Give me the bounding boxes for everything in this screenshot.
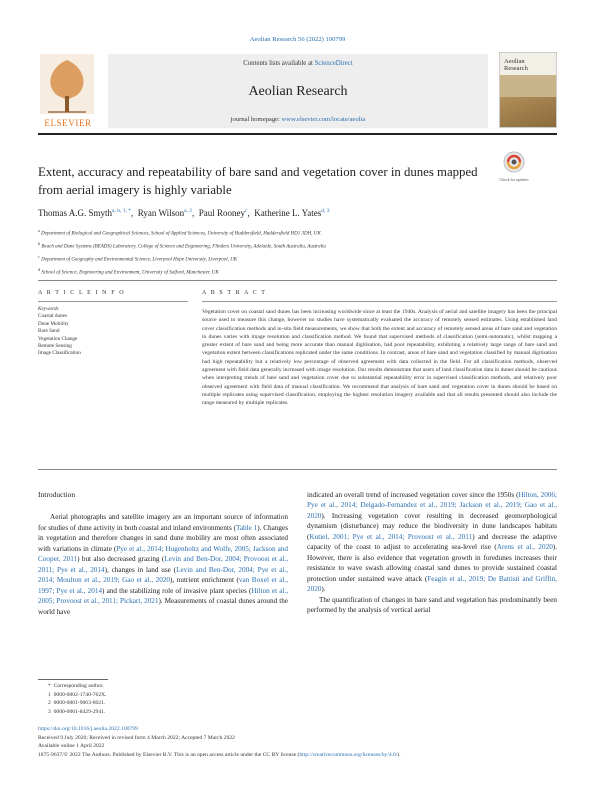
citation-link[interactable]: Pye et al., 2014; Hugenholtz and Wolfe, 2005; Jackson and Cooper, 2011: [38, 544, 288, 564]
footnote-text: 0000-0002-1740-762X.: [53, 691, 107, 698]
citation-link[interactable]: Kutiel, 2001; Pye et al., 2014; Provoost et al., 2011: [309, 532, 473, 541]
affiliation-text: Department of Biological and Geographical Sciences, School of Applied Sciences, University of Huddersfield, Huddersfield HD1 3DH, UK: [41, 231, 321, 237]
citation-link[interactable]: Table 1: [235, 523, 258, 532]
footnote-mark: *: [48, 683, 51, 689]
publisher-wordmark: ELSEVIER: [44, 118, 92, 128]
footnote-text: 0000-0001-8429-2941.: [53, 708, 106, 715]
affiliation-text: School of Science, Engineering and Environment, University of Salford, Manchester, UK: [41, 270, 219, 276]
citation-link[interactable]: van Boxel et al., 1997; Pye et al., 2014: [38, 576, 288, 595]
section-rule: [38, 280, 557, 281]
footnote-text: 0000-0001-9063-8021.: [53, 700, 106, 707]
footnote-item: [48, 699, 348, 708]
body-text: ). However, there is also evidence that vegetation growth in foredunes increases their resistance to wave swash allowing coastal sand dunes to provide sustained coastal protection under sustained wave attack (: [307, 543, 557, 583]
journal-reference[interactable]: Aeolian Research 56 (2022) 100799: [249, 36, 346, 43]
keyword-item: Bare Sand: [38, 328, 60, 335]
contents-line: [108, 60, 488, 67]
body-column-left: [38, 490, 288, 617]
license-suffix: ).: [397, 751, 401, 758]
footnote-mark: 1: [48, 691, 51, 698]
license-text: 1875-9637/© 2022 The Authors. Published by Elsevier B.V. This is an open access article under the CC BY license (: [38, 751, 300, 758]
footnote-item: [48, 682, 348, 691]
author-name[interactable]: Thomas A.G. Smyth: [38, 208, 113, 218]
body-text: ).: [321, 585, 326, 594]
cover-title-line1: Aeolian: [504, 58, 525, 65]
received-dates: Received 9 July 2020; Received in revised form 4 March 2022; Accepted 7 March 2022: [38, 734, 235, 741]
keyword-item: Image Classification: [38, 350, 81, 357]
keywords-title: Keywords: [38, 306, 59, 312]
sciencedirect-link[interactable]: ScienceDirect: [314, 60, 353, 67]
affiliation-marker: a: [38, 228, 40, 233]
cover-dune-image: [500, 97, 556, 127]
journal-header: [38, 52, 557, 130]
contents-prefix: Contents lists available at: [243, 60, 315, 67]
check-for-updates-label[interactable]: Check for updates: [499, 177, 529, 182]
affiliation-item: [38, 226, 557, 239]
body-text: ). Increasing vegetation cover resulting in decreased geomorphological dynamism (disturbance) may reduce the biodiversity in dune landscapes habitats (: [307, 511, 557, 541]
footnote-mark: 2: [48, 700, 51, 707]
body-column-right: [307, 490, 557, 615]
affiliation-item: [38, 239, 557, 252]
body-text: indicated an overall trend of increased vegetation cover since the 1950s (: [307, 491, 519, 499]
footnote-mark: 3: [48, 708, 51, 715]
affiliation-marker: b: [38, 241, 41, 247]
footnote-rule: [38, 679, 108, 680]
citation-link[interactable]: Levin and Ben-Dor, 2004; Provoost et al., 2011; Pye et al., 2014: [38, 555, 289, 574]
available-online: Available online 1 April 2022: [38, 743, 105, 749]
body-text: ). Changes in vegetation and therefore changes in sand dune mobility are most often associated with variations in climate (: [38, 523, 289, 553]
header-center-panel: [108, 54, 488, 128]
license-line: [38, 751, 557, 760]
body-text: ) and the stabilizing role of invasive plant species (: [102, 586, 252, 595]
affiliation-list: [38, 226, 557, 278]
author-name[interactable]: Katherine L. Yates: [254, 208, 322, 218]
author-name[interactable]: Paul Rooney: [198, 208, 246, 218]
doi-link[interactable]: https://doi.org/10.1016/j.aeolia.2022.100799: [38, 726, 138, 732]
article-metadata: [38, 725, 557, 759]
journal-title: Aeolian Research: [248, 84, 348, 99]
author-name[interactable]: Ryan Wilson: [137, 208, 185, 218]
abstract-bottom-rule: [38, 469, 557, 470]
body-text: ) and decrease the adaptive capacity of the coast to adjust to accelerating sea-level rise (: [307, 532, 557, 552]
abstract-heading: A B S T R A C T: [202, 290, 267, 296]
affiliation-marker: d: [38, 267, 41, 273]
author-affiliation-marker[interactable]: a, 2: [184, 208, 193, 214]
body-text: ), changes in land use (: [104, 565, 177, 574]
body-paragraph: The quantification of changes in bare sand and vegetation has predominantly been performed by the analysis of vertical aerial: [307, 595, 557, 614]
affiliation-marker: c: [38, 254, 40, 260]
homepage-prefix: journal homepage:: [230, 116, 282, 123]
footnotes: [48, 682, 348, 716]
citation-link[interactable]: Arens et al., 2020: [496, 543, 553, 552]
article-info-rule: [38, 301, 188, 302]
author-list: Thomas A.G. Smyth$^{a, b, 1, *}$, Ryan Wilson$^{a, 2}$, Paul Rooney$^c$, Katherine L. Yates$^{d, 3}$: [38, 208, 330, 218]
body-text: ) but also decreased grazing (: [77, 555, 165, 564]
article-info-heading: A R T I C L E I N F O: [38, 290, 126, 296]
body-paragraph: [307, 490, 557, 595]
cover-title: [504, 58, 528, 72]
body-text: ), nutrient enrichment (: [170, 576, 239, 585]
keywords-block: [38, 306, 188, 358]
body-text: Aerial photographs and satellite imagery are an important source of information for studies of dune activity in both coastal and inland environments (: [38, 513, 288, 532]
article-title: Extent, accuracy and repeatability of bare sand and vegetation cover in dunes mapped from aerial imagery is highly variable: [38, 165, 478, 197]
footnote-text: Corresponding author.: [53, 683, 104, 689]
check-for-updates-icon[interactable]: [502, 150, 526, 178]
header-rule: [38, 133, 557, 135]
citation-link[interactable]: Hilton, 2006; Pye et al., 2014; Delgado-Fernandez et al., 2019; Jackson et al., 2019; Gao et al., 2020: [307, 491, 557, 520]
author-affiliation-marker[interactable]: d, 3: [321, 208, 330, 214]
citation-link[interactable]: Feagin et al., 2019; De Battisti and Griffin, 2020: [307, 574, 557, 594]
author-affiliation-marker[interactable]: a, b, 1, *: [112, 208, 131, 214]
footnote-item: [48, 708, 348, 717]
citation-link[interactable]: Levin and Ben-Dor, 2004; Pye et al., 2014; Moulton et al., 2019; Gao et al., 2020: [38, 565, 289, 585]
abstract-text: Vegetation cover on coastal sand dunes has been increasing worldwide since at least the 1940s. Analysis of aerial and satellite imagery has been the principal source used to measure this change, however no studies have systematically evaluated the accuracy of remotely sensed estimates. Using established land cover classification methods and in-situ field measurements, we show that both the extent and accuracy of remotely sensed areas of bare sand and vegetation in dunes varies with image resolution and classification method. We found that supervised methods of classification (semi-automatic), whilst mapping a greater extent of bare sand and being more accurate than manual digitisation, had poor repeatability, exhibiting a relatively large range of bare sand and vegetation extent between classifications replicated under the same conditions. In contrast, areas of bare sand and vegetation classified by manual digitisation had high repeatability but a relatively low percentage of observed agreement with data collected in the field. For all classification methods, observed agreement with field data generally increased with image resolution. Our results demonstrate that users of land classification data in dunes should be cautious when interpreting trends of bare sand and vegetation cover due to substantial repeatability error in supervised classification methods, and relatively poor observed agreement with field data of manual classification. We recommend that analysis of bare sand and vegetation cover in dunes should be based on multiple replicates using supervised classification, employing the highest resolution imagery available and that all results presented should also include the range measured by multiple replicates.: [202, 309, 557, 407]
journal-cover-thumbnail[interactable]: [499, 52, 557, 128]
affiliation-item: [38, 265, 557, 278]
homepage-link[interactable]: www.elsevier.com/locate/aeolia: [281, 116, 366, 123]
cover-title-line2: Research: [504, 65, 528, 72]
affiliation-text: Beach and Dune Systems (BEADS) Laboratory, College of Science and Engineering, Flinders University, Adelaide, South Australia, Australia: [41, 244, 326, 250]
citation-link[interactable]: Hilton et al., 2005; Provoost et al., 2011; Pickart, 2021: [38, 586, 288, 606]
homepage-line: [108, 116, 488, 123]
affiliation-text: Department of Geography and Environmental Science, Liverpool Hope University, Liverpool, UK: [41, 257, 238, 263]
body-paragraph: [38, 512, 288, 617]
license-link[interactable]: http://creativecommons.org/licenses/by/4.0/: [299, 751, 398, 758]
footnote-item: [48, 691, 348, 700]
author-affiliation-marker[interactable]: c: [245, 208, 248, 214]
keyword-item: Vegetation Change: [38, 335, 78, 342]
body-text: ). Measurements of coastal dunes around the world have: [38, 597, 288, 616]
keyword-item: Dune Mobility: [38, 320, 69, 327]
elsevier-tree-logo-icon: [38, 52, 96, 122]
abstract-rule: [202, 301, 557, 302]
introduction-heading: Introduction: [38, 490, 76, 499]
affiliation-item: [38, 252, 557, 265]
keyword-item: Remote Sensing: [38, 343, 72, 350]
keyword-item: Coastal dunes: [38, 313, 67, 320]
